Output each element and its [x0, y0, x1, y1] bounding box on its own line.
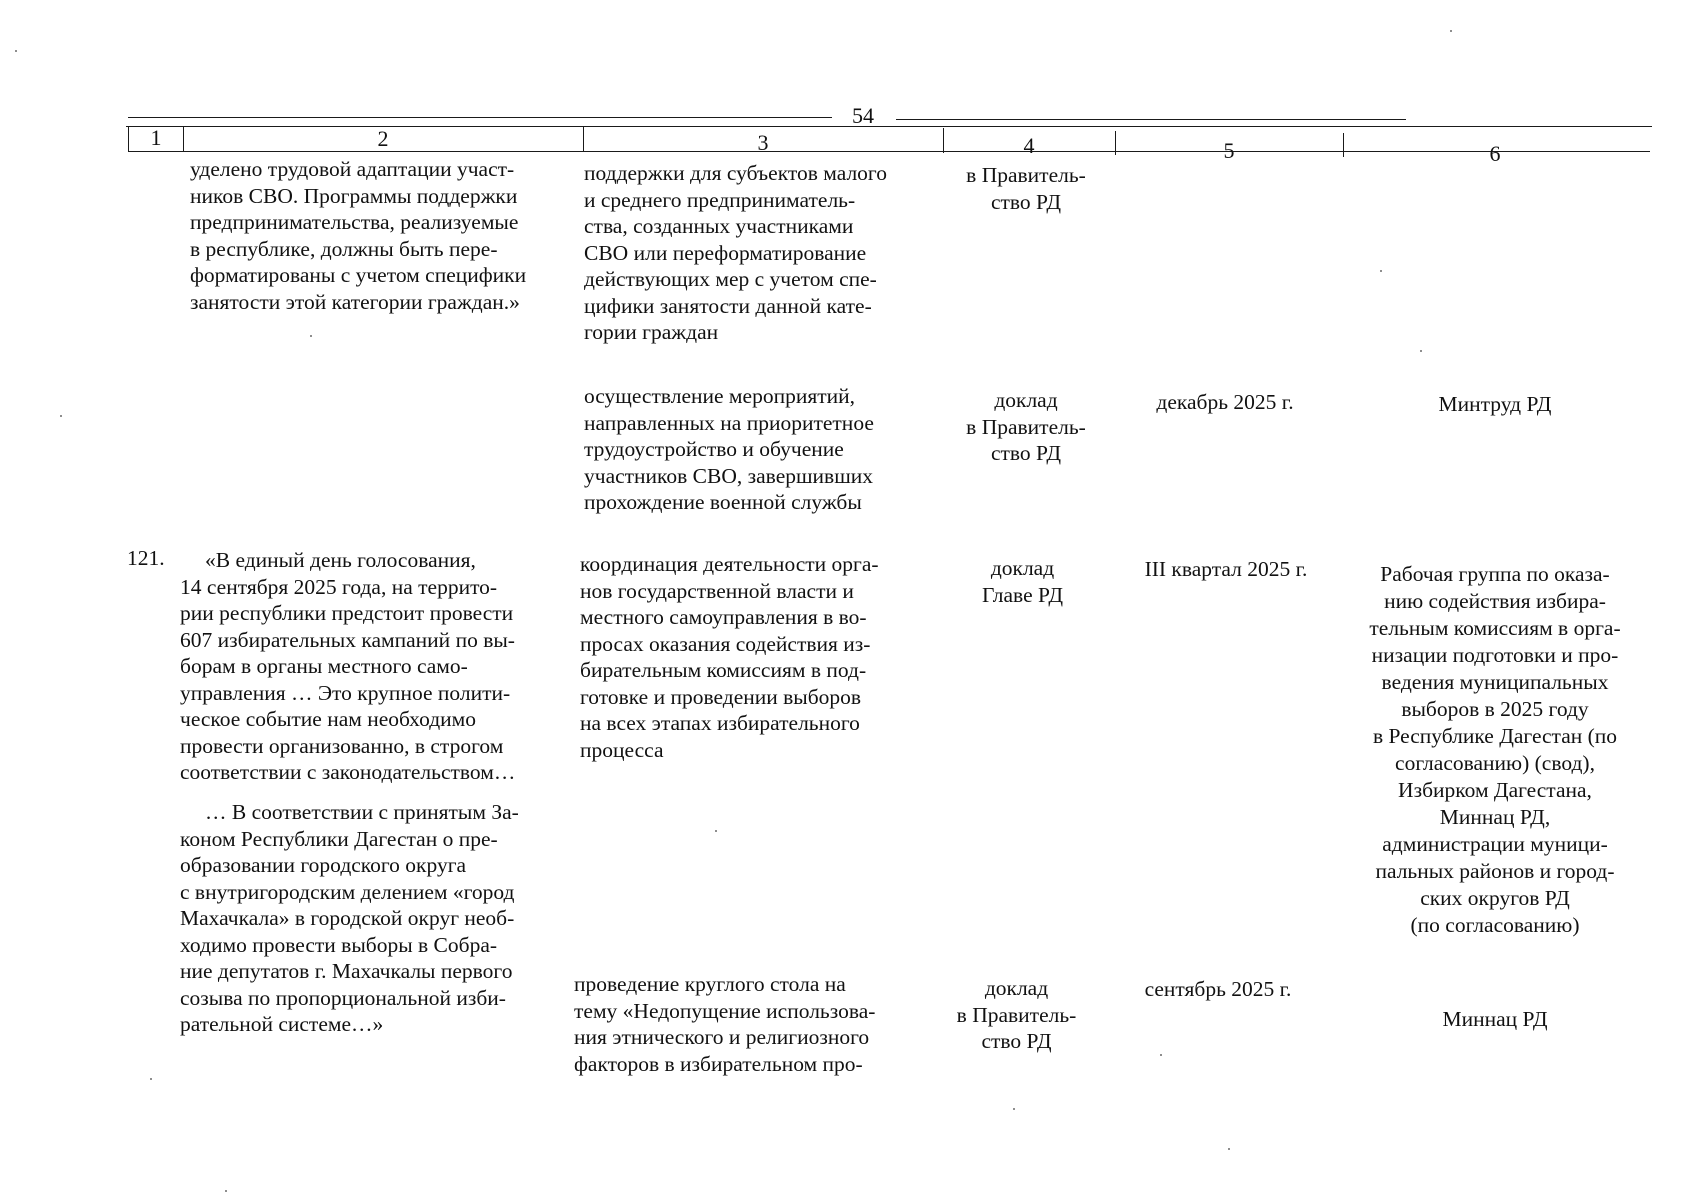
- scan-speck: [1450, 30, 1452, 32]
- column-header-2: 2: [377, 126, 389, 151]
- top-border-right: [896, 119, 1406, 120]
- scan-speck: [1160, 1054, 1162, 1056]
- header-divider-1: [128, 126, 129, 151]
- row-121-responsible-round-table: Миннац РД: [1442, 1007, 1548, 1031]
- row-121-measure-round-table: проведение круглого стола на тему «Недопущение использова- ния этнического и религиозного факторов в избирательном про-: [574, 972, 876, 1076]
- scan-speck: [310, 335, 312, 337]
- column-header-6: 6: [1489, 141, 1501, 166]
- scan-speck: [60, 415, 62, 417]
- top-border-left: [128, 117, 832, 118]
- scan-speck: [715, 830, 717, 832]
- row-121-measure-coordination: координация деятельности орга- нов государственной власти и местного самоуправления в во- просах оказания содействия из- бирательным комиссиям в под- готовке и проведении выборов на всех этапах избирательного процесса: [580, 552, 879, 762]
- row-a-responsible: Минтруд РД: [1438, 392, 1552, 416]
- scan-speck: [150, 1078, 152, 1080]
- header-divider-6: [1343, 133, 1344, 157]
- row-a-measure: осуществление мероприятий, направленных на приоритетное трудоустройство и обучение участников СВО, завершивших прохождение военной службы: [584, 384, 874, 514]
- row-a-form: доклад в Правитель- ство РД: [966, 388, 1086, 465]
- header-divider-4: [943, 128, 944, 153]
- page-number: 54: [852, 103, 874, 128]
- scan-speck: [1228, 1148, 1230, 1150]
- header-divider-5: [1115, 131, 1116, 155]
- scan-speck: [225, 1190, 227, 1192]
- column-header-4: 4: [1023, 133, 1035, 158]
- row-121-quote-continued: … В соответствии с принятым За- коном Республики Дагестан о пре- образовании городского округа с внутригородским делением «город Махачкала» в городской округ необ- ходимо провести выборы в Собра- ние депутатов г. Махачкалы первого созыва по пропорциональной изби- рательной системе…»: [180, 800, 519, 1036]
- row-121-deadline-coordination: III квартал 2025 г.: [1144, 557, 1308, 581]
- continuation-measure: поддержки для субъектов малого и среднего предприниматель- ства, созданных участниками СВО или переформатирование действующих мер с учетом спе- цифики занятости данной кате- гории граждан: [584, 161, 887, 344]
- scan-speck: [1420, 350, 1422, 352]
- row-121-quote: «В единый день голосования, 14 сентября 2025 года, на террито- рии республики предстоит провести 607 избирательных кампаний по вы- борам в органы местного само- управления … Это крупное полити- ческое событие нам необходимо провести организованно, в строгом соответствии с законодательством…: [180, 548, 516, 784]
- continuation-form: в Правитель- ство РД: [966, 163, 1086, 214]
- row-121-deadline-round-table: сентябрь 2025 г.: [1144, 977, 1292, 1001]
- continuation-quote: уделено трудовой адаптации участ- ников СВО. Программы поддержки предпринимательства, реализуемые в республике, должны быть пере- форматированы с учетом специфики занятости этой категории граждан.»: [190, 157, 527, 314]
- scan-speck: [15, 50, 17, 52]
- scan-speck: [1380, 270, 1382, 272]
- column-header-5: 5: [1223, 138, 1235, 163]
- row-121-form-coordination: доклад Главе РД: [981, 556, 1064, 607]
- header-divider-2: [183, 126, 184, 151]
- column-header-3: 3: [757, 130, 769, 155]
- row-121-number: 121.: [127, 546, 165, 570]
- row-121-responsible-coordination: Рабочая группа по оказа- нию содействия избира- тельным комиссиям в орга- низации подготовки и про- ведения муниципальных выборов в 2025 году в Республике Дагестан (по согласованию) (свод), Избирком Дагестана, Миннац РД, администрации муници- пальных районов и город- ских округов РД (по согласованию): [1369, 562, 1621, 937]
- row-121-form-round-table: доклад в Правитель- ство РД: [956, 976, 1077, 1053]
- row-a-deadline: декабрь 2025 г.: [1156, 390, 1294, 414]
- column-header-1: 1: [150, 125, 162, 150]
- scan-speck: [1013, 1108, 1015, 1110]
- header-divider-3: [583, 126, 584, 151]
